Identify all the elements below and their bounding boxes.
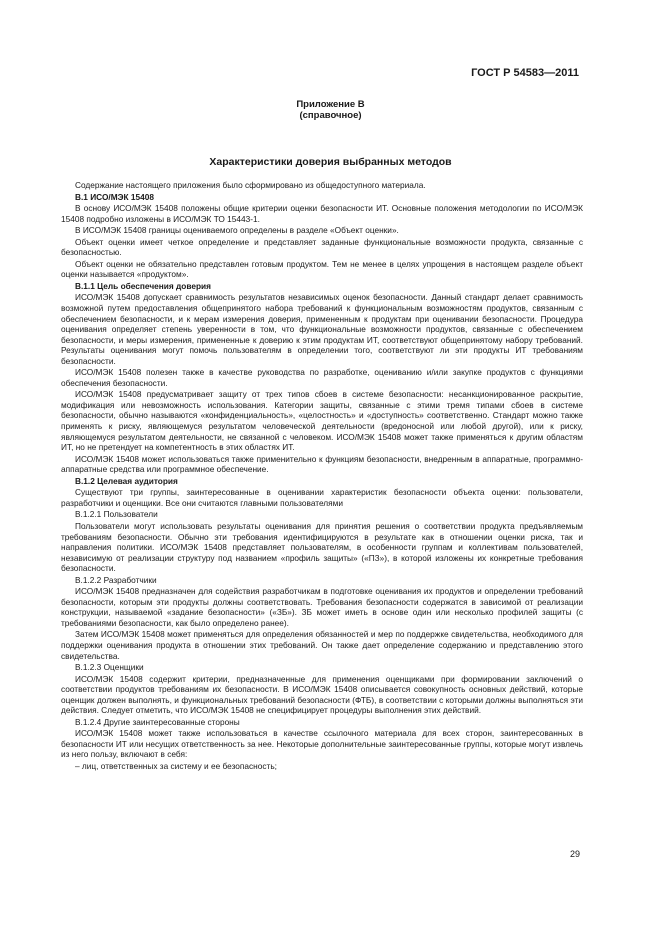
page-number: 29 [569, 849, 580, 859]
section-heading: В.1 ИСО/МЭК 15408 [75, 191, 154, 202]
paragraph: Затем ИСО/МЭК 15408 может применяться для определения обязанностей и мер по поддержке свидетельства, необходимого для поддержки оценивания продукта в отношении этих требований. Он также дает определение содержанию и представлению этого свидетельства. [61, 629, 583, 661]
section-heading: В.1.1 Цель обеспечения доверия [75, 280, 211, 291]
section-title: Характеристики доверия выбранных методов [209, 156, 452, 168]
paragraph: ИСО/МЭК 15408 предназначен для содействия разработчикам в подготовке оценивания их продуктов и определении требований безопасности, которым эти продукты должны соответствовать. Требования безопасности содержатся в зависимой от реализации конструкции, называемой «задание безопасности» («ЗБ»). ЗБ может иметь в основе один или несколько профилей защиты (с требованиями безопасности, как было определено ранее). [61, 586, 583, 628]
subsection-heading: В.1.2.3 Оценщики [75, 662, 144, 673]
document-code: ГОСТ Р 54583—2011 [471, 67, 579, 79]
subsection-heading: В.1.2.2 Разработчики [75, 574, 157, 585]
paragraph: ИСО/МЭК 15408 полезен также в качестве руководства по разработке, оцениванию и/или закупке продуктов с функциями обеспечения безопасности. [61, 367, 583, 388]
document-body [61, 180, 583, 772]
appendix-heading [0, 99, 661, 121]
paragraph: ИСО/МЭК 15408 предусматривает защиту от трех типов сбоев в системе безопасности: несанкционированное раскрытие, модификация или невозможность использования. Категории защиты, связанные с этими тремя типами сбоев в системе безопасности, обычно называются «конфиденциальность», «целостность» и «доступность» соответственно. Стандарт можно также применять к риску, являющемуся результатом человеческой деятельности (вредоносной или любой другой), или к риску, являющемуся результатом деятельности, не связанной с человеком. ИСО/МЭК 15408 может также применяться к другим областям ИТ, но не претендует на компетентность в этих областях ИТ. [61, 389, 583, 453]
paragraph: ИСО/МЭК 15408 может также использоваться в качестве ссылочного материала для всех сторон, заинтересованных в безопасности ИТ или несущих ответственность за нее. Некоторые дополнительные заинтересованные группы, которые могут извлечь из него пользу, включают в себя: [61, 728, 583, 760]
paragraph: ИСО/МЭК 15408 содержит критерии, предназначенные для применения оценщиками при формировании заключений о соответствии продуктов требованиям их безопасности. В ИСО/МЭК 15408 описывается совокупность основных действий, которые оценщик должен выполнять, и функциональных требований безопасности (ФТБ), в соответствии с которыми должны выполняться эти действия. Следует отметить, что ИСО/МЭК 15408 не специфицирует процедуры выполнения этих действий. [61, 673, 583, 716]
appendix-label: Приложение В [296, 99, 365, 110]
appendix-type: (справочное) [299, 110, 362, 121]
list-item: – лиц, ответственных за систему и ее безопасность; [75, 760, 277, 771]
subsection-heading: В.1.2.4 Другие заинтересованные стороны [75, 716, 240, 727]
paragraph: Пользователи могут использовать результаты оценивания для принятия решения о соответствии продукта предъявляемым требованиям безопасности. Обычно эти требования идентифицируются в результате как в отношении оценки риска, так и направления политики. ИСО/МЭК 15408 представляет пользователям, в особенности группам и коллективам пользователей, независимую от реализации структуру под названием «профиль защиты» («ПЗ»), в которой изложены их конкретные требования безопасности. [61, 520, 583, 574]
paragraph: Содержание настоящего приложения было сформировано из общедоступного материала. [75, 180, 426, 190]
subsection-heading: В.1.2.1 Пользователи [75, 509, 158, 520]
paragraph: ИСО/МЭК 15408 допускает сравнимость результатов независимых оценок безопасности. Данный стандарт делает сравнимость возможной путем предоставления общепринятого набора требований к функциональным возможностям продуктов, связанным с обеспечением безопасности, и к мерам измерения доверия, примененным к продуктам при оценивании безопасности. Процедура оценивания определяет степень уверенности в том, что функциональные возможности продуктов, связанные с обеспечением безопасности, и меры измерения, примененные к доверию к этим продуктам ИТ, соответствуют общепринятому набору требований. Результаты оценивания могут помочь пользователям в определении того, соответствуют ли эти продукты ИТ требованиям безопасности. [61, 292, 583, 366]
paragraph: ИСО/МЭК 15408 может использоваться также применительно к функциям безопасности, внедренным в аппаратные, программно-аппаратные средства или программное обеспечение. [61, 453, 583, 475]
paragraph: Объект оценки не обязательно представлен готовым продуктом. Тем не менее в целях упрощения в настоящем разделе объект оценки называется «продуктом». [61, 258, 583, 280]
paragraph: Существуют три группы, заинтересованные в оценивании характеристик безопасности объекта оценки: пользователи, разработчики и оценщики. Все они считаются главными пользователями [61, 487, 583, 508]
paragraph: Объект оценки имеет четкое определение и представляет заданные функциональные возможности продукта, связанные с безопасностью. [61, 236, 583, 258]
paragraph: В основу ИСО/МЭК 15408 положены общие критерии оценки безопасности ИТ. Основные положения методологии по ИСО/МЭК 15408 подробно изложены в ИСО/МЭК ТО 15443-1. [61, 203, 583, 224]
section-heading: В.1.2 Целевая аудитория [75, 475, 178, 486]
paragraph: В ИСО/МЭК 15408 границы оцениваемого определены в разделе «Объект оценки». [75, 225, 399, 236]
